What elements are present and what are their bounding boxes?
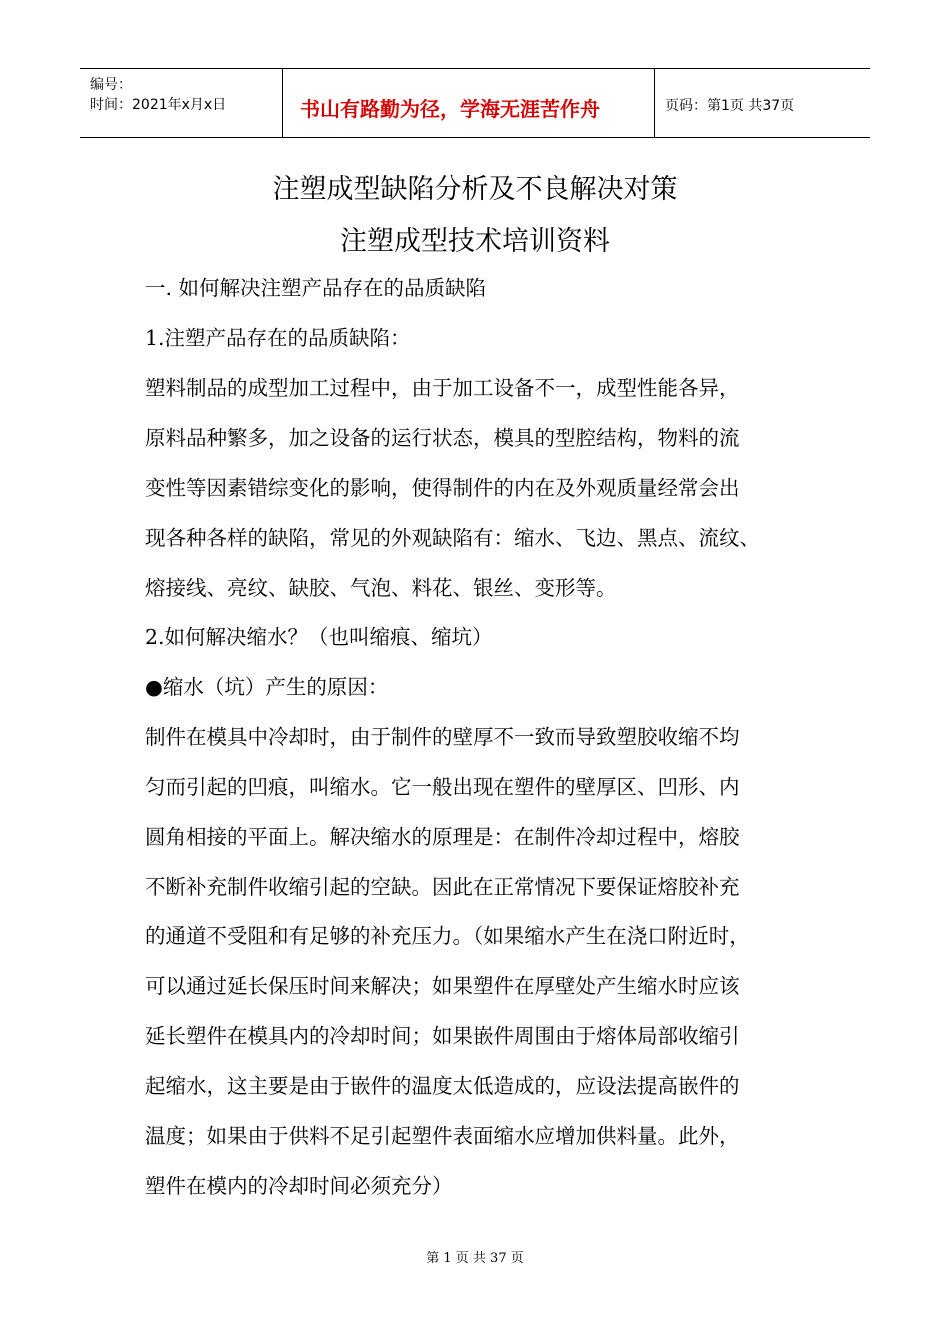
document-subtitle: 注塑成型技术培训资料 [340,226,610,257]
body-line: 的通道不受阻和有足够的补充压力。（如果缩水产生在浇口附近时， [145,924,750,948]
body-line: 不断补充制件收缩引起的空缺。因此在正常情况下要保证熔胶补充 [145,875,740,899]
number-label: 编号： [90,77,132,93]
date-label: 时间：2021年x月x日 [90,97,227,113]
body-line: 制件在模具中冷却时，由于制件的壁厚不一致而导致塑胶收缩不均 [145,725,740,749]
page-footer: 第 1 页 共 37 页 [426,1251,524,1266]
header-meta-cell [80,69,283,137]
subsection-heading: 2.如何解决缩水？（也叫缩痕、缩坑） [145,625,493,649]
body-line: 可以通过延长保压时间来解决；如果塑件在厚壁处产生缩水时应该 [145,974,740,998]
body-line: 匀而引起的凹痕，叫缩水。它一般出现在塑件的壁厚区、凹形、内 [145,775,740,799]
body-line: 现各种各样的缺陷，常见的外观缺陷有：缩水、飞边、黑点、流纹、 [145,526,760,550]
body-line: 圆角相接的平面上。解决缩水的原理是：在制件冷却过程中，熔胶 [145,825,740,849]
body-line: 温度；如果由于供料不足引起塑件表面缩水应增加供料量。此外， [145,1124,740,1148]
motto-text: 书山有路勤为径，学海无涯苦作舟 [300,97,600,121]
body-line: 延长塑件在模具内的冷却时间；如果嵌件周围由于熔体局部收缩引 [145,1024,740,1048]
body-line: 变性等因素错综变化的影响，使得制件的内在及外观质量经常会出 [145,476,740,500]
bullet-heading: ●缩水（坑）产生的原因： [145,675,389,699]
body-line: 熔接线、亮纹、缺胶、气泡、料花、银丝、变形等。 [145,576,617,600]
document-title: 注塑成型缺陷分析及不良解决对策 [272,174,678,205]
section-heading: 一. 如何解决注塑产品存在的品质缺陷 [145,276,487,300]
body-line: 起缩水，这主要是由于嵌件的温度太低造成的，应设法提高嵌件的 [145,1074,740,1098]
body-line: 塑料制品的成型加工过程中，由于加工设备不一，成型性能各异， [145,376,740,400]
header-motto-cell [282,69,655,137]
subsection-heading: 1.注塑产品存在的品质缺陷： [145,326,411,350]
header-page-cell [655,69,870,137]
document-header [80,68,870,138]
page-info: 页码：第1页 共37页 [665,98,795,114]
body-line: 塑件在模内的冷却时间必须充分） [145,1174,453,1198]
body-line: 原料品种繁多，加之设备的运行状态，模具的型腔结构，物料的流 [145,426,740,450]
